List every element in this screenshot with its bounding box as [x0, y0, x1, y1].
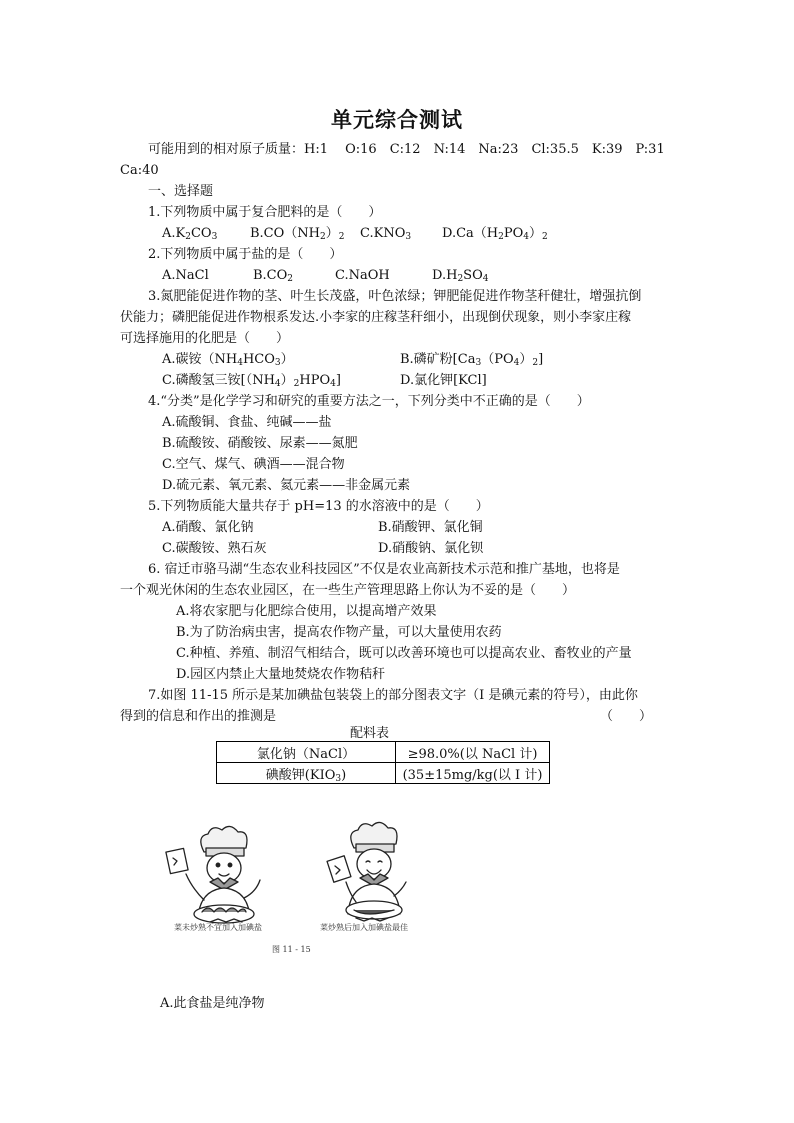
q1-option-b: $B.CO(NH_2)_2$	[250, 226, 345, 242]
question-6-stem: 6. 宿迁市骆马湖“生态农业科技园区”不仅是农业高新技术示范和推广基地，也将是	[148, 562, 620, 577]
q1-option-c: $C.KNO_3$	[360, 226, 412, 242]
chef-left	[166, 826, 260, 923]
question-7-answer-paren: （ ）	[600, 709, 653, 724]
q4-option-b: B.硫酸铵、硝酸铵、尿素——氮肥	[162, 436, 358, 451]
table-cell: (35±15mg/kg(以 I 计)	[396, 763, 550, 784]
table-cell: 碘酸钾$(KIO_3)$	[217, 763, 396, 784]
q2-option-c: C.NaOH	[335, 268, 390, 283]
figure-label: 图 11 - 15	[272, 945, 311, 954]
question-1-stem: 1.下列物质中属于复合肥料的是（ ）	[148, 205, 382, 220]
table-row	[217, 763, 550, 784]
chef-illustration-figure	[160, 818, 425, 958]
q3-option-a: A.碳铵$(NH_4HCO_3)$	[162, 352, 294, 368]
atomic-mass-line: 可能用到的相对原子质量：H:1 O:16 C:12 N:14 Na:23 Cl:35.5 K:39 P:31	[148, 142, 665, 157]
q3-option-d: D.氯化钾[KCl]	[400, 373, 487, 388]
ingredient-table	[216, 741, 550, 784]
table-title: 配料表	[350, 726, 390, 741]
q3-option-c: C.磷酸氢三铵$[(NH_4)_2HPO_4]$	[162, 373, 341, 389]
section-heading: 一、选择题	[148, 184, 214, 199]
table-row	[217, 742, 550, 763]
question-5-stem: 5.下列物质能大量共存于 pH=13 的水溶液中的是（ ）	[148, 499, 489, 514]
question-7-stem: 7.如图 11-15 所示是某加碘盐包装袋上的部分图表文字（I 是碘元素的符号），由此你	[148, 688, 638, 703]
q1-option-d: $D.Ca(H_2PO_4)_2$	[442, 226, 548, 242]
q5-option-a: A.硝酸、氯化钠	[162, 520, 254, 535]
q2-option-d: $D.H_2SO_4$	[432, 268, 489, 284]
chef-illustration	[160, 818, 425, 958]
question-4-stem: 4.“分类”是化学学习和研究的重要方法之一，下列分类中不正确的是（ ）	[148, 394, 590, 409]
q7-option-a: A.此食盐是纯净物	[160, 996, 265, 1011]
q5-option-d: D.硝酸钠、氯化钡	[378, 541, 484, 556]
q6-option-a: A.将农家肥与化肥综合使用，以提高增产效果	[176, 604, 437, 619]
question-2-stem: 2.下列物质中属于盐的是（ ）	[148, 247, 343, 262]
q4-option-a: A.硫酸铜、食盐、纯碱——盐	[162, 415, 332, 430]
q1-option-a: $A.K_2CO_3$	[162, 226, 218, 242]
table-cell: ≥98.0%(以 NaCl 计)	[396, 742, 550, 763]
question-7-stem-line-2: 得到的信息和作出的推测是	[120, 709, 277, 724]
q2-option-a: A.NaCl	[162, 268, 209, 283]
q3-option-b: B.磷矿粉$[Ca_3(PO_4)_2]$	[400, 352, 544, 368]
figure-caption-right: 菜炒熟后加入加碘盐最佳	[320, 923, 408, 932]
question-3-stem: 3.氮肥能促进作物的茎、叶生长茂盛，叶色浓绿；钾肥能促进作物茎秆健壮，增强抗倒	[148, 289, 642, 304]
q6-option-d: D.园区内禁止大量地焚烧农作物秸秆	[176, 667, 386, 682]
q5-option-c: C.碳酸铵、熟石灰	[162, 541, 267, 556]
chef-right	[327, 822, 406, 921]
q2-option-b: $B.CO_2$	[253, 268, 294, 284]
page-title: 单元综合测试	[331, 107, 463, 132]
figure-caption-left: 菜未炒熟不宜加入加碘盐	[174, 923, 262, 932]
table-cell: 氯化钠（NaCl）	[217, 742, 396, 763]
q4-option-d: D.硫元素、氧元素、氦元素——非金属元素	[162, 478, 411, 493]
q4-option-c: C.空气、煤气、碘酒——混合物	[162, 457, 345, 472]
question-6-stem-line-2: 一个观光休闲的生态农业园区，在一些生产管理思路上你认为不妥的是（ ）	[120, 583, 576, 598]
q6-option-b: B.为了防治病虫害，提高农作物产量，可以大量使用农药	[176, 625, 502, 640]
question-3-stem-line-2: 伏能力；磷肥能促进作物根系发达.小李家的庄稼茎秆细小，出现倒伏现象，则小李家庄稼	[120, 310, 632, 325]
q6-option-c: C.种植、养殖、制沼气相结合，既可以改善环境也可以提高农业、畜牧业的产量	[176, 646, 632, 661]
q5-option-b: B.硝酸钾、氯化铜	[378, 520, 483, 535]
atomic-mass-line-continued: Ca:40	[120, 163, 159, 178]
question-3-stem-line-3: 可选择施用的化肥是（ ）	[120, 331, 290, 346]
